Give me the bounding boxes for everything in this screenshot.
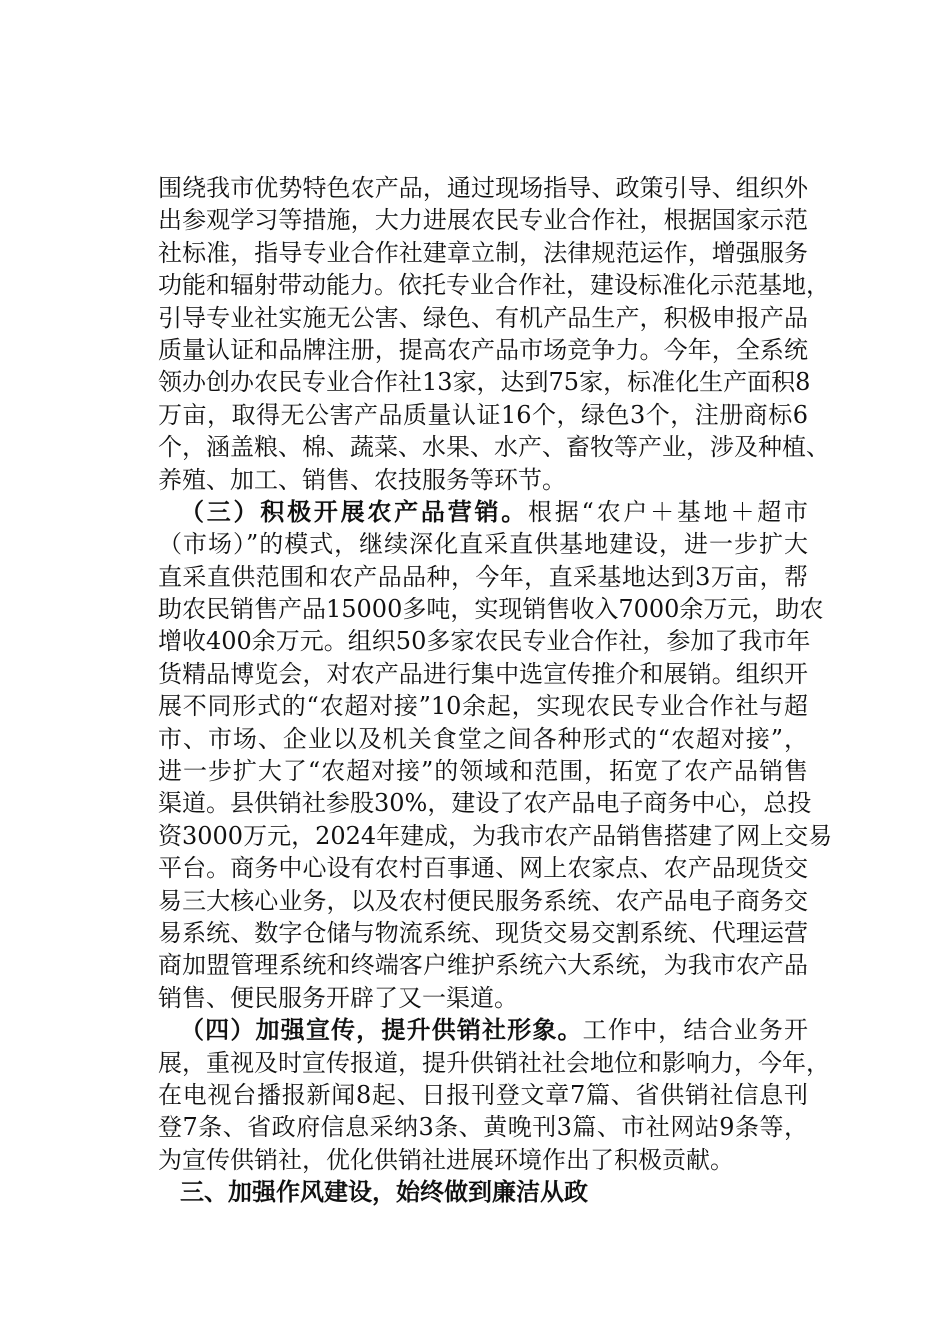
text-line: 登7条、省政府信息采纳3条、黄晚刊3篇、市社网站9条等， (158, 1113, 808, 1142)
text-line: 增收400余万元。组织50多家农民专业合作社，参加了我市年 (158, 627, 811, 656)
text-line: 市、市场、企业以及机关食堂之间各种形式的“农超对接”， (158, 724, 808, 753)
text-line: （市场）”的模式，继续深化直采直供基地建设，进一步扩大 (158, 530, 808, 559)
text-line: 围绕我市优势特色农产品，通过现场指导、政策引导、组织外 (158, 174, 808, 202)
text-line: 出参观学习等措施，大力进展农民专业合作社，根据国家示范 (158, 206, 808, 235)
section-heading: 三、加强作风建设，始终做到廉洁从政 (180, 1178, 588, 1207)
paragraph-cooperatives (158, 172, 830, 496)
text-line: 商加盟管理系统和终端客户维护系统六大系统，为我市农产品 (158, 951, 808, 980)
document-page (158, 172, 833, 1209)
text-line (158, 1014, 808, 1046)
text-line: 易三大核心业务，以及农村便民服务系统、农产品电子商务交 (158, 886, 808, 915)
text-run: 根据“农户＋基地＋超市 (528, 497, 808, 526)
text-line: 个，涵盖粮、棉、蔬菜、水果、水产、畜牧等产业，涉及种植、 (158, 433, 830, 462)
text-line: 万亩，取得无公害产品质量认证16个，绿色3个，注册商标6 (158, 400, 808, 429)
text-line: 为宣传供销社，优化供销社进展环境作出了积极贡献。 (158, 1145, 734, 1174)
text-line: 展，重视及时宣传报道，提升供销社社会地位和影响力，今年， (158, 1048, 830, 1077)
text-line: 在电视台播报新闻8起、日报刊登文章7篇、省供销社信息刊 (158, 1080, 808, 1109)
text-line: 易系统、数字仓储与物流系统、现货交易交割系统、代理运营 (158, 918, 808, 947)
subsection-heading-marketing: （三）积极开展农产品营销。 (180, 497, 529, 526)
text-line: 社标准，指导专业合作社建章立制，法律规范运作，增强服务 (158, 238, 808, 267)
text-line (158, 496, 808, 528)
text-line: 销售、便民服务开辟了又一渠道。 (158, 983, 518, 1012)
text-line: 货精品博览会，对农产品进行集中选宣传推介和展销。组织开 (158, 659, 808, 688)
text-line: 领办创办农民专业合作社13家，达到75家，标准化生产面积8 (158, 368, 811, 397)
text-line: 进一步扩大了“农超对接”的领域和范围，拓宽了农产品销售 (158, 757, 808, 786)
text-run: 工作中，结合业务开 (582, 1016, 809, 1045)
text-line: 资3000万元，2024年建成，为我市农产品销售搭建了网上交易 (158, 821, 833, 850)
text-line: 直采直供范围和农产品品种，今年，直采基地达到3万亩，帮 (158, 562, 808, 591)
text-line: 功能和辐射带动能力。依托专业合作社，建设标准化示范基地， (158, 271, 830, 300)
text-line: 引导专业社实施无公害、绿色、有机产品生产，积极申报产品 (158, 303, 808, 332)
paragraph-publicity (158, 1014, 830, 1176)
text-line: 平台。商务中心设有农村百事通、网上农家点、农产品现货交 (158, 854, 808, 883)
paragraph-marketing (158, 496, 833, 1014)
text-line: 养殖、加工、销售、农技服务等环节。 (158, 465, 566, 494)
subsection-heading-publicity: （四）加强宣传，提升供销社形象。 (180, 1016, 583, 1045)
text-line: 展不同形式的“农超对接”10余起，实现农民专业合作社与超 (158, 692, 808, 721)
text-line: 助农民销售产品15000多吨，实现销售收入7000余万元，助农 (158, 595, 824, 624)
text-line: 渠道。县供销社参股30%，建设了农产品电子商务中心，总投 (158, 789, 812, 818)
text-line: 质量认证和品牌注册，提高农产品市场竞争力。今年，全系统 (158, 335, 808, 364)
